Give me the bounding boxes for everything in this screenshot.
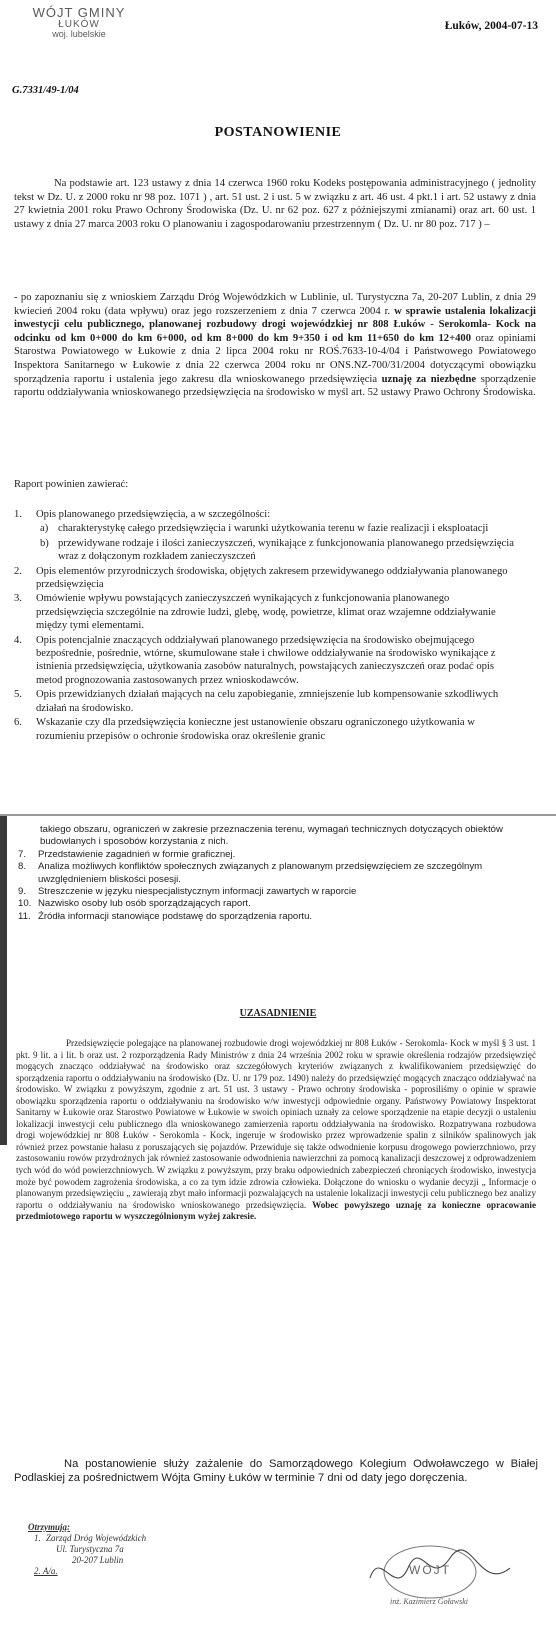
decision-subject: w sprawie ustalenia lokalizacji inwestycji celu publicznego, planowanej rozbudowy drogi wojewódzkiej nr 808 Łuków - Serokomla- Kock na odcinku od km 0+000 do km 6+000, od km 8+000 do km 9+350 i od km 11+650 do km 12+400 bbox=[14, 305, 536, 344]
item-text: Opis elementów przyrodniczych środowiska, objętych zakresem przewidywanego oddziaływania planowanego przedsięwzięcia bbox=[36, 565, 508, 591]
item-text: Nazwisko osoby lub osób sporządzających raport. bbox=[38, 898, 251, 910]
document-date: Łuków, 2004-07-13 bbox=[444, 20, 538, 32]
decision-text-e: sporządzenie raportu oddziaływania wnioskowanego przedsięwzięcia na środowisko w myśl art. 52 ustawy Prawo Ochrony Środowiska. bbox=[14, 373, 536, 399]
item-text: Opis potencjalnie znaczących oddziaływań planowanego przedsięwzięcia na środowisko obejmującego bezpośrednie, pośrednie, wtórne, skumulowane stałe i chwilowe oddziaływanie na środowisko wynikające z istnienia przedsięwzięcia, użytkowania zasobów naturalnych, powstających zanieczyszczeń oraz podać opis metod prognozowania zastosowanych przez wnioskodawców. bbox=[36, 634, 496, 686]
item-number: 9. bbox=[18, 886, 27, 898]
item-text: charakterystykę całego przedsięwzięcia i warunki użytkowania terenu w fazie realizacji i eksploatacji bbox=[58, 523, 489, 535]
item-text: Wskazanie czy dla przedsięwzięcia konieczne jest ustanowienie obszaru ograniczonego użytkowania w rozumieniu przepisów o ochronie środowiska oraz określenie granic bbox=[36, 717, 475, 742]
report-item bbox=[18, 898, 540, 910]
decision-text-a: - po zapoznaniu się z wnioskiem Zarządu Dróg Wojewódzkich w Lublinie, ul. Turystyczna 7a, 20-207 Lublin, z dnia 29 kwiecień 2004 roku (data wpływu) oraz jego rozszerzeniem z dnia 7 czerwca 2004 r. bbox=[14, 292, 536, 317]
report-item bbox=[14, 634, 514, 688]
report-item bbox=[18, 861, 540, 886]
item-number: 4. bbox=[14, 634, 22, 646]
decision-text-c: oraz opiniami Starostwa Powiatowego w Łukowie z dnia 2 lipca 2004 roku nr ROŚ.7633-10-4/04 i Państwowego Powiatowego Inspektora Sanitarnego w Łukowie z dnia 22 czerwca 2004 roku nr ONS.NZ-700/31/2004 dotyczącymi obowiązku sporządzenia raportu i ustalenia jego zakresu dla wnioskowanego przedsięwzięcia bbox=[14, 332, 536, 385]
justification-conclusion: Wobec powyższego uznaję za konieczne opracowanie przedmiotowego raportu w wyszczególnionym wyżej zakresie. bbox=[16, 1199, 536, 1222]
recipient-1-line-3: 20-207 Lublin bbox=[72, 1555, 124, 1565]
signature-stamp bbox=[360, 1538, 540, 1618]
report-requirements-list bbox=[14, 508, 514, 744]
report-item bbox=[14, 592, 514, 632]
page2-items bbox=[18, 848, 540, 923]
stamp-line-3: woj. lubelskie bbox=[52, 29, 106, 40]
legal-basis-paragraph: Na podstawie art. 123 ustawy z dnia 14 czerwca 1960 roku Kodeks postępowania administracyjnego ( jednolity tekst w Dz. U. z 2000 roku nr 98 poz. 1071 ) , art. 51 ust. 2 i ust. 5 w związku z art. 46 ust. 4 pkt.1 i art. 52 ustawy z dnia 27 kwietnia 2001 roku Prawo Ochrony Środowiska (Dz. U. nr 62 poz. 627 z późniejszymi zmianami) oraz art. 60 ust. 1 ustawy z dnia 27 marca 2003 roku O planowaniu i zagospodarowaniu przestrzennym ( Dz. U. nr 80 poz. 717 ) – bbox=[14, 178, 536, 230]
report-item bbox=[18, 886, 540, 898]
decision-paragraph bbox=[14, 291, 536, 400]
stamp-line-2: ŁUKÓW bbox=[58, 18, 100, 30]
recipients-block bbox=[28, 1522, 146, 1577]
report-item bbox=[14, 508, 514, 521]
reference-number: G.7331/49-1/04 bbox=[12, 85, 79, 96]
item-text: Opis przewidzianych działań mających na celu zapobieganie, zmniejszenie lub kompensowanie szkodliwych działań na środowisko. bbox=[36, 689, 499, 714]
item-number: 3. bbox=[14, 593, 22, 605]
recipient-2: 2. A/a. bbox=[34, 1566, 58, 1576]
item-number: 7. bbox=[18, 848, 27, 860]
item-text: przewidywane rodzaje i ilości zanieczyszczeń, wynikające z funkcjonowania planowanego przedsięwzięcia wraz z dołączonym rozkładem zanieczyszczeń bbox=[58, 537, 514, 563]
recipients-title: Otrzymują: bbox=[28, 1522, 71, 1532]
item-number: 8. bbox=[18, 861, 27, 873]
item-number: a) bbox=[40, 523, 49, 535]
item-text: Źródła informacji stanowiące podstawę do sporządzenia raportu. bbox=[38, 910, 313, 922]
page-title: POSTANOWIENIE bbox=[214, 125, 342, 140]
recipient-1-num: 1. bbox=[34, 1533, 41, 1543]
recipient-1 bbox=[28, 1533, 146, 1566]
stamp-text: WÓJT bbox=[409, 1563, 451, 1577]
recipient-1-line-1: Zarząd Dróg Wojewódzkich bbox=[46, 1533, 147, 1543]
report-intro: Raport powinien zawierać: bbox=[14, 479, 129, 490]
item-number: b) bbox=[40, 537, 49, 549]
item-text: Omówienie wpływu powstających zanieczyszczeń wynikających z funkcjonowania planowanego przedsięwzięcia szczególnie na zdrowie ludzi, glebę, wodę, powietrze, klimat oraz wzajemne oddziaływanie między tymi elementami. bbox=[36, 593, 496, 632]
scan-edge bbox=[0, 815, 7, 1145]
item-text: Analiza możliwych konfliktów społecznych związanych z planowanym przedsięwzięciem ze szczególnym uwzględnieniem bliskości posesji. bbox=[38, 861, 483, 885]
item-number: 1. bbox=[14, 509, 22, 520]
justification-text: Przedsięwzięcie polegające na planowanej rozbudowie drogi wojewódzkiej nr 808 Łuków - Serokomla- Kock w myśl § 3 ust. 1 pkt. 9 lit. a i lit. b oraz ust. 2 rozporządzenia Rady Ministrów z dnia 24 września 2002 roku w sprawie określenia rodzajów przedsięwzięć mogących znacząco oddziaływać na środowisko oraz szczegółowych kryteriów związanych z kwalifikowaniem przedsięwzięć do sporządzenia raportu o oddziaływaniu na środowisko (Dz. U. nr 179 poz. 1490) należy do przedsięwzięć mogących znacząco oddziaływać na środowisko. W związku z powyższym, zgodnie z art. 51 ust. 3 ustawy - Prawo ochrony środowiska - poprosiliśmy o opinie w sprawie obowiązku sporządzenia raportu o oddziaływaniu na środowisko w/w inwestycji odpowiednie organy. Państwowy Powiatowy Inspektorat Sanitarny w Łukowie oraz Starostwo Powiatowe w Łukowie w swoich opiniach uznały za celowe sporządzenie na etapie decyzji o ustaleniu lokalizacji inwestycji celu publicznego dla wnioskowanego zamierzenia raportu oddziaływania na środowisko. Rozpatrywana rozbudowa drogi wojewódzkiej nr 808 Łuków - Serokomla - Kock, ingeruje w środowisko przez wprowadzenie spalin z silników spalinowych jak również przez powstanie hałasu z poruszających się pojazdów. Przewiduje się także odwodnienie korpusu drogowego powierzchniowo, przy zastosowaniu rowów przydrożnych jak również zastosowanie odwodnienia nawierzchni za pomocą kanalizacji deszczowej z odprowadzeniem tych wód do wód powierzchniowych. W związku z powyższym, przy braku odpowiednich zabezpieczeń chroniących środowisko, inwestycja może być powodem zagrożenia środowiska, a co za tym idzie zdrowia człowieka. Dołączone do wniosku o wydanie decyzji „ Informacje o planowanym przedsięwzięciu „ zawierają zbyt mało informacji pozwalających na ustalenie lokalizacji inwestycji celu publicznego bez analizy raportu o oddziaływaniu na środowisko wnioskowanego przedsięwzięcia. bbox=[16, 1038, 536, 1210]
report-item bbox=[14, 716, 514, 743]
report-item bbox=[18, 849, 540, 861]
item-number: 2. bbox=[14, 565, 22, 577]
item-text: Przedstawienie zagadnień w formie graficznej. bbox=[38, 848, 236, 860]
page-join-line bbox=[0, 814, 556, 816]
item-text: Streszczenie w języku niespecjalistycznym informacji zawartych w raporcie bbox=[38, 886, 357, 898]
report-item bbox=[14, 565, 514, 592]
appeal-paragraph: Na postanowienie służy zażalenie do Samorządowego Kolegium Odwoławczego w Białej Podlaskiej za pośrednictwem Wójta Gminy Łuków w terminie 7 dni od daty jego doręczenia. bbox=[14, 1458, 538, 1484]
page2-list bbox=[18, 824, 540, 923]
decision-ruling: uznaję za niezbędne bbox=[381, 373, 477, 385]
report-item bbox=[18, 911, 540, 923]
continuation-text: takiego obszaru, ograniczeń w zakresie przeznaczenia terenu, wymagań technicznych dotyczących obiektów budowlanych i sposobów korzystania z nich. bbox=[40, 824, 503, 848]
justification-paragraph bbox=[16, 1038, 536, 1223]
item-number: 5. bbox=[14, 689, 22, 701]
item-number: 6. bbox=[14, 717, 22, 729]
office-stamp bbox=[14, 6, 144, 40]
stamp-line-1: WÓJT GMINY bbox=[32, 5, 126, 20]
signature-name: inż. Kazimierz Goławski bbox=[390, 1597, 469, 1606]
recipient-1-line-2: Ul. Turystyczna 7a bbox=[56, 1544, 124, 1554]
item-number: 10. bbox=[18, 898, 32, 910]
justification-title: UZASADNIENIE bbox=[239, 1008, 317, 1019]
report-item bbox=[14, 688, 514, 715]
report-subitem bbox=[36, 537, 514, 564]
item-text: Opis planowanego przedsięwzięcia, a w szczególności: bbox=[36, 509, 271, 520]
item-number: 11. bbox=[18, 910, 31, 922]
report-subitem bbox=[36, 522, 514, 535]
